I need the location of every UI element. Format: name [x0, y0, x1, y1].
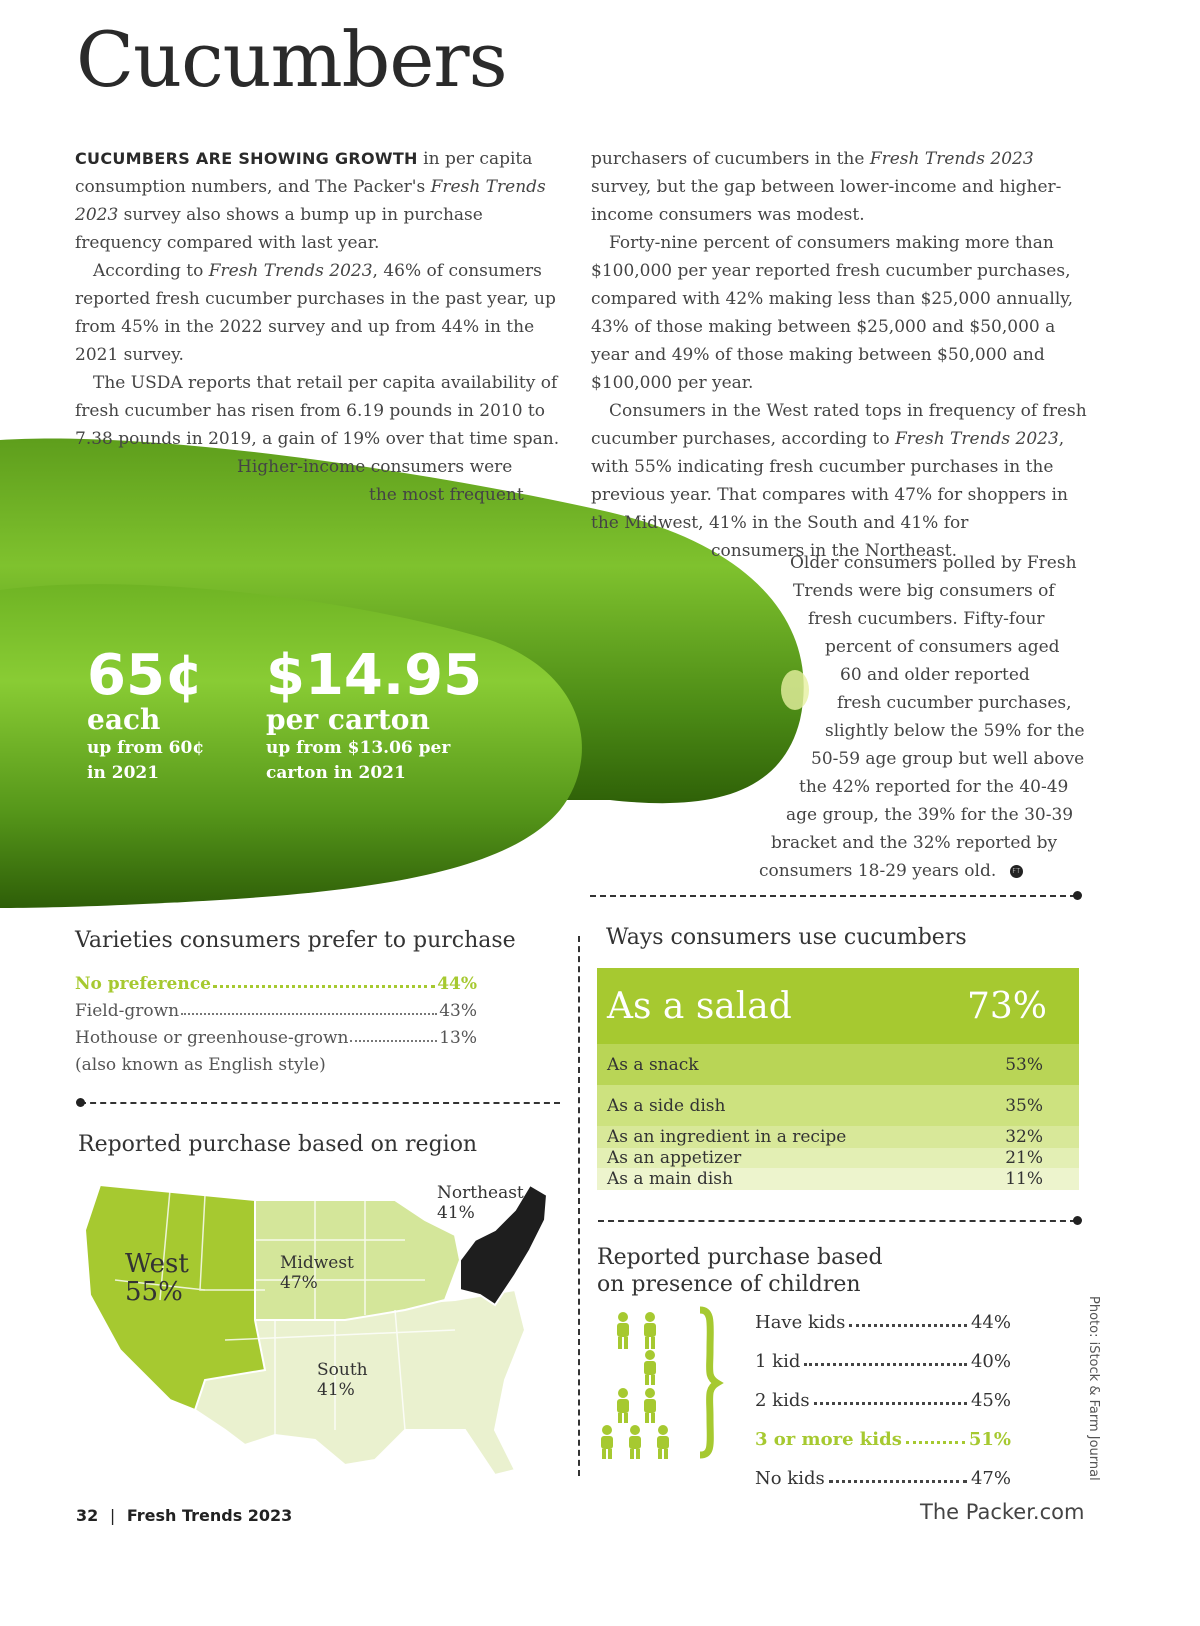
- region-heading: Reported purchase based on region: [78, 1132, 478, 1157]
- table-row: As a side dish 35%: [597, 1085, 1079, 1126]
- varieties-note: (also known as English style): [75, 1055, 326, 1075]
- region-label-midwest: Midwest 47%: [280, 1253, 354, 1293]
- footer-site: The Packer.com: [920, 1500, 1085, 1524]
- kid-figure-icon: [644, 1388, 656, 1423]
- lead-in: CUCUMBERS ARE SHOWING GROWTH: [75, 149, 418, 168]
- children-heading: Reported purchase based on presence of children: [597, 1245, 883, 1297]
- paragraph-income-line2: the most frequent: [369, 485, 524, 505]
- article-column-2: purchasers of cucumbers in the Fresh Trends 2023 survey, but the gap between lower-income and higher-income consumers was modest. Forty-nine percent of consumers making more than $100,000 per year reported fresh cucumber purchases, compared with 42% making less than $25,000 annually, 43% of those making between $25,000 and $50,000 a year and 49% of those making between $50,000 and $100,000 per year. Consumers in the West rated tops in frequency of fresh cucumber purchases, according to Fresh Trends 2023, with 55% indicating fresh cucumber purchases in the previous year. That compares with 47% for shoppers in the Midwest, 41% in the South and 41% for consumers in the Northeast.: [591, 149, 1087, 561]
- varieties-heading: Varieties consumers prefer to purchase: [75, 928, 516, 953]
- region-label-south: South 41%: [317, 1360, 368, 1400]
- us-region-map: [75, 1180, 565, 1480]
- end-mark-icon: FT: [1010, 865, 1023, 878]
- divider-right-mid: [598, 1220, 1076, 1222]
- divider-dot: [1073, 891, 1082, 900]
- kids-icons: [595, 1305, 725, 1465]
- kid-figure-icon: [617, 1312, 629, 1349]
- kid-figure-icon: [644, 1350, 656, 1385]
- divider-top: [590, 895, 1076, 897]
- paragraph-income-brackets: Forty-nine percent of consumers making more than $100,000 per year reported fresh cucumber purchases, compared with 42% making less than $25,000 annually, 43% of those making between $25,000 and $50,000 a year and 49% of those making between $50,000 and $100,000 per year.: [591, 233, 1074, 393]
- children-list: [755, 1303, 1011, 1489]
- kid-figure-icon: [657, 1425, 669, 1459]
- varieties-list: [75, 967, 477, 1075]
- list-item: No kids 47%: [755, 1468, 1011, 1489]
- photo-credit: Photo: iStock & Farm Journal: [1086, 1296, 1101, 1481]
- table-row: As an ingredient in a recipe 32%: [597, 1126, 1079, 1148]
- table-row: As a main dish 11%: [597, 1168, 1079, 1190]
- table-row: As an appetizer 21%: [597, 1148, 1079, 1168]
- kid-figure-icon: [601, 1425, 613, 1459]
- ways-table: [597, 968, 1079, 1190]
- kid-figure-icon: [629, 1425, 641, 1459]
- paragraph-usda: The USDA reports that retail per capita availability of fresh cucumber has risen from 6.19 pounds in 2010 to 7.38 pounds in 2019, a gain of 19% over that time span.: [75, 373, 560, 449]
- kid-figure-icon: [617, 1388, 629, 1423]
- brace-icon: [700, 1310, 717, 1455]
- paragraph-income-line1: Higher-income consumers were: [237, 457, 513, 477]
- price-each: 65¢: [87, 643, 204, 708]
- list-item: 3 or more kids 51%: [755, 1429, 1011, 1450]
- list-item: 2 kids 45%: [755, 1390, 1011, 1411]
- table-row: As a snack 53%: [597, 1044, 1079, 1085]
- paragraph-age: Older consumers polled by Fresh Trends were big consumers of fresh cucumbers. Fifty-four percent of consumers aged 60 and older reported fresh cucumber purchases, slightly below the 59% for the 50-59 age group but well above the 42% reported for the 40-49 age group, the 39% for the 30-39 bracket and the 32% reported by consumers 18-29 years old. FT: [759, 553, 1085, 881]
- divider-left-mid: [80, 1102, 560, 1104]
- page-number: 32: [76, 1506, 99, 1525]
- publication-name: Fresh Trends 2023: [126, 1506, 293, 1525]
- price-carton: $14.95: [266, 643, 483, 708]
- footer-page-info: 32 | Fresh Trends 2023: [76, 1506, 293, 1525]
- divider-dot: [76, 1098, 85, 1107]
- list-item: No preference 44%: [75, 974, 477, 994]
- region-label-west: West 55%: [125, 1249, 189, 1307]
- kid-figure-icon: [644, 1312, 656, 1349]
- list-item: Field-grown 43%: [75, 1001, 477, 1021]
- list-item: Hothouse or greenhouse-grown 13%: [75, 1028, 477, 1048]
- price-callout-carton: $14.95 per carton up from $13.06 per carton in 2021: [266, 643, 483, 783]
- page-title: Cucumbers: [76, 15, 507, 104]
- region-label-northeast: Northeast 41%: [437, 1183, 524, 1223]
- divider-dot: [1073, 1216, 1082, 1225]
- divider-vertical: [578, 936, 580, 1476]
- article-column-1: CUCUMBERS ARE SHOWING GROWTH in per capita consumption numbers, and The Packer's Fresh Trends 2023 survey also shows a bump up in purchase frequency compared with last year. According to Fresh Trends 2023, 46% of consumers reported fresh cucumber purchases in the past year, up from 45% in the 2022 survey and up from 44% in the 2021 survey. The USDA reports that retail per capita availability of fresh cucumber has risen from 6.19 pounds in 2010 to 7.38 pounds in 2019, a gain of 19% over that time span. Higher-income consumers were the most frequent: [75, 145, 565, 509]
- price-callout-each: 65¢ each up from 60¢ in 2021: [87, 643, 205, 783]
- list-item: 1 kid 40%: [755, 1351, 1011, 1372]
- table-row: As a salad 73%: [597, 968, 1079, 1044]
- ways-heading: Ways consumers use cucumbers: [606, 925, 967, 950]
- list-item: Have kids 44%: [755, 1312, 1011, 1333]
